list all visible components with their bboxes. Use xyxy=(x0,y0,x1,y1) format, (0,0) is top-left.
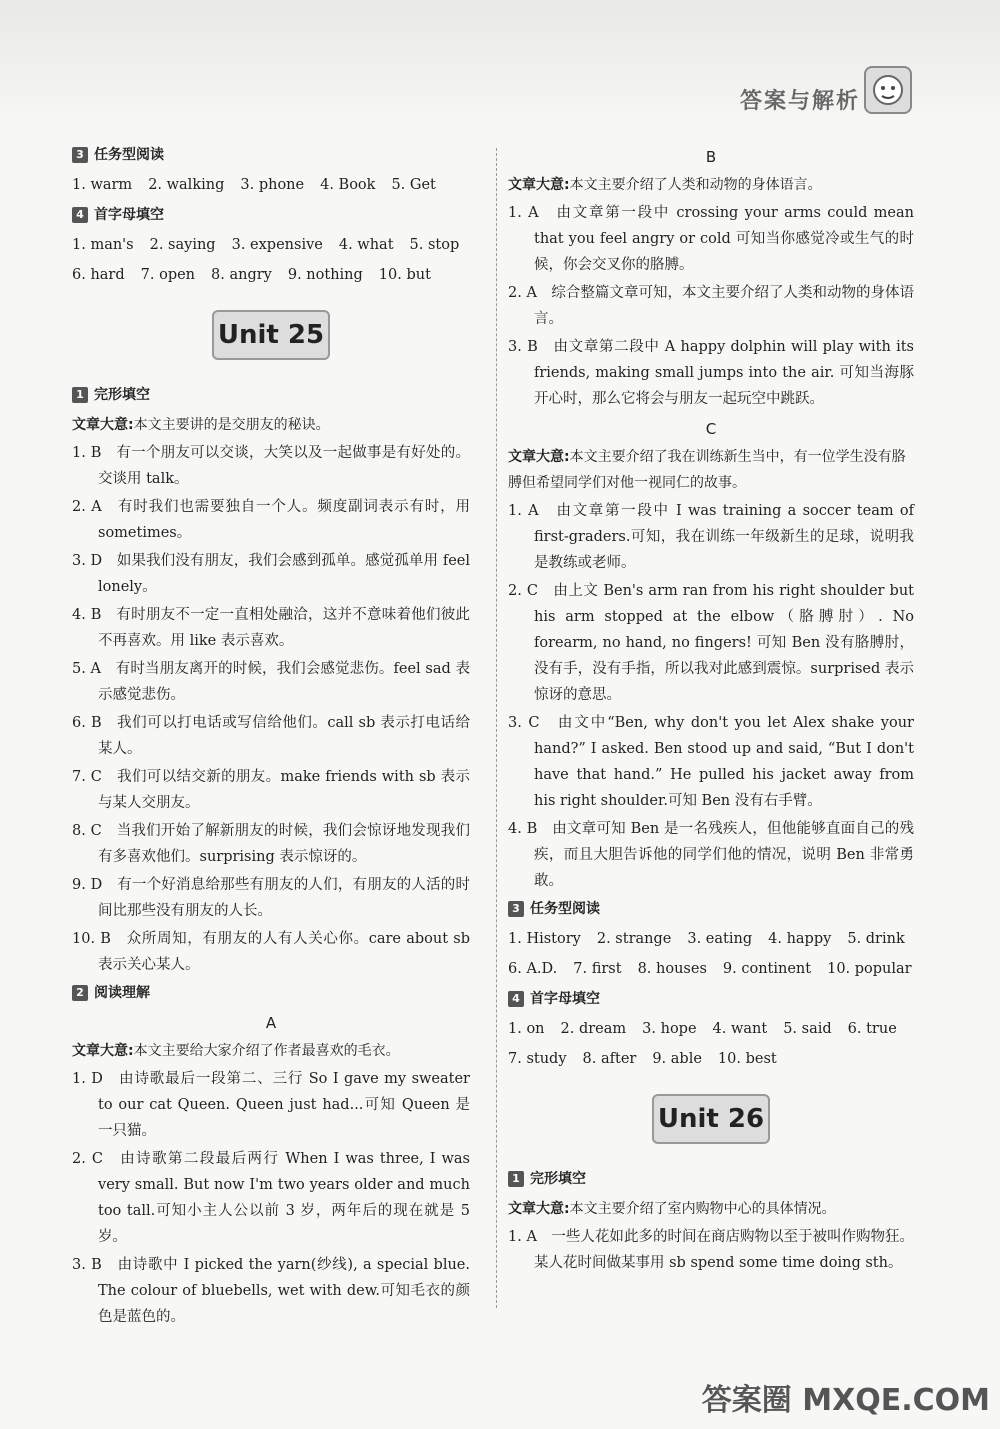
answer-item: 10. B 众所周知，有朋友的人有人关心你。care about sb 表示关心某人。 xyxy=(72,931,470,973)
answer-item: 2. A 综合整篇文章可知，本文主要介绍了人类和动物的身体语言。 xyxy=(508,285,914,327)
answer-item: 2. C 由上文 Ben's arm ran from his right shoulder but his arm stopped at the elbow（胳膊肘）. No forearm, no hand, no fingers! 可知 Ben 没有胳膊肘，没有手，没有手指，所以我对此感到震惊。surprised 表示惊讶的意思。 xyxy=(508,583,914,703)
section-label: 任务型阅读 xyxy=(94,147,164,163)
section-initial-fill xyxy=(508,986,914,1012)
answer: 6. true xyxy=(847,1021,897,1037)
answer-item: 2. A 有时我们也需要独自一个人。频度副词表示有时，用 sometimes。 xyxy=(72,499,470,541)
answer-item: 6. B 我们可以打电话或写信给他们。call sb 表示打电话给某人。 xyxy=(72,715,470,757)
answer: 1. History xyxy=(508,931,581,947)
answer: 4. happy xyxy=(768,931,832,947)
answer: 3. hope xyxy=(642,1021,697,1037)
answer: 5. drink xyxy=(847,931,905,947)
answer-item: 3. B 由诗歌中 I picked the yarn(纱线), a special blue. The colour of bluebells, wet with dew.可知毛衣的颜色是蓝色的。 xyxy=(72,1257,470,1325)
answer: 6. A.D. xyxy=(508,961,558,977)
summary: 文章大意:本文主要介绍了我在训练新生当中，有一位学生没有胳膊但希望同学们对他一视同仁的故事。 xyxy=(508,449,906,491)
answer: 8. houses xyxy=(637,961,707,977)
answer: 7. first xyxy=(573,961,622,977)
answer: 9. able xyxy=(652,1051,702,1067)
answer: 3. eating xyxy=(687,931,753,947)
answer: 2. saying xyxy=(149,237,216,253)
answer-item: 1. A 由文章第一段中 I was training a soccer team of first-graders.可知，我在训练一年级新生的足球，说明我是教练或老师。 xyxy=(508,503,914,571)
section-reading xyxy=(72,980,470,1006)
section-cloze xyxy=(508,1166,914,1192)
answer-item: 1. B 有一个朋友可以交谈，大笑以及一起做事是有好处的。交谈用 talk。 xyxy=(72,445,470,487)
summary: 文章大意:本文主要介绍了人类和动物的身体语言。 xyxy=(508,177,822,193)
section-label: 完形填空 xyxy=(94,387,150,403)
answer-item: 3. D 如果我们没有朋友，我们会感到孤单。感觉孤单用 feel lonely。 xyxy=(72,553,470,595)
section-label: 完形填空 xyxy=(530,1171,586,1187)
answer: 5. Get xyxy=(391,177,436,193)
passage-letter: B xyxy=(705,148,717,166)
answer: 9. continent xyxy=(722,961,812,977)
watermark: 答案圈 MXQE.COM xyxy=(701,1383,990,1418)
answer-item: 2. C 由诗歌第二段最后两行 When I was three, I was very small. But now I'm two years older and much too tall.可知小主人公以前 3 岁，两年后的现在就是 5 岁。 xyxy=(72,1151,470,1245)
answer-item: 1. D 由诗歌最后一段第二、三行 So I gave my sweater to our cat Queen. Queen just had...可知 Queen 是一只猫。 xyxy=(72,1071,470,1139)
section-1-icon: 1 xyxy=(508,1171,524,1187)
section-4-icon: 4 xyxy=(508,991,524,1007)
section-initial-fill xyxy=(72,202,470,228)
unit-26-banner: Unit 26 xyxy=(652,1094,770,1144)
answer-item: 9. D 有一个好消息给那些有朋友的人们，有朋友的人活的时间比那些没有朋友的人长。 xyxy=(72,877,470,919)
answer: 1. on xyxy=(508,1021,545,1037)
answer: 5. said xyxy=(783,1021,832,1037)
section-cloze xyxy=(72,382,470,408)
section-3-icon: 3 xyxy=(508,901,524,917)
answer: 1. man's xyxy=(72,237,134,253)
answer: 10. but xyxy=(378,267,431,283)
summary: 文章大意:本文主要讲的是交朋友的秘诀。 xyxy=(72,417,330,433)
answer-row xyxy=(508,956,914,982)
answer: 7. open xyxy=(140,267,196,283)
section-label: 阅读理解 xyxy=(94,985,150,1001)
section-1-icon: 1 xyxy=(72,387,88,403)
section-4-icon: 4 xyxy=(72,207,88,223)
answer-row xyxy=(508,1016,914,1042)
passage-letter: A xyxy=(265,1014,277,1032)
answer-item: 8. C 当我们开始了解新朋友的时候，我们会惊讶地发现我们有多喜欢他们。surprising 表示惊讶的。 xyxy=(72,823,470,865)
answer: 3. phone xyxy=(240,177,305,193)
answer: 4. what xyxy=(338,237,394,253)
summary: 文章大意:本文主要介绍了室内购物中心的具体情况。 xyxy=(508,1201,836,1217)
answer-item: 7. C 我们可以结交新的朋友。make friends with sb 表示与某人交朋友。 xyxy=(72,769,470,811)
answer-row xyxy=(508,1046,914,1072)
answer: 2. walking xyxy=(148,177,225,193)
answer-item: 3. C 由文中“Ben, why don't you let Alex shake your hand?” I asked. Ben stood up and said, “But I don't have that hand.” He pulled his jacket away from his right shoulder.可知 Ben 没有右手臂。 xyxy=(508,715,914,809)
section-3-icon: 3 xyxy=(72,147,88,163)
answer-item: 4. B 有时朋友不一定一直相处融洽，这并不意味着他们彼此不再喜欢。用 like 表示喜欢。 xyxy=(72,607,470,649)
left-column xyxy=(72,140,470,1332)
answer: 4. Book xyxy=(320,177,376,193)
answer: 1. warm xyxy=(72,177,133,193)
answer-row xyxy=(72,262,470,288)
answer: 3. expensive xyxy=(231,237,323,253)
section-label: 首字母填空 xyxy=(94,207,164,223)
passage-letter: C xyxy=(705,420,717,438)
answer-row xyxy=(72,172,470,198)
section-label: 任务型阅读 xyxy=(530,901,600,917)
answer: 2. strange xyxy=(596,931,672,947)
answer: 10. popular xyxy=(827,961,912,977)
answer: 2. dream xyxy=(560,1021,627,1037)
page-header xyxy=(0,0,1000,130)
answer-item: 1. A 由文章第一段中 crossing your arms could mean that you feel angry or cold 可知当你感觉冷或生气的时候，你会交叉你的胳膊。 xyxy=(508,205,914,273)
answer: 5. stop xyxy=(409,237,460,253)
answer-item: 5. A 有时当朋友离开的时候，我们会感觉悲伤。feel sad 表示感觉悲伤。 xyxy=(72,661,470,703)
answer-row xyxy=(72,232,470,258)
section-2-icon: 2 xyxy=(72,985,88,1001)
answer: 10. best xyxy=(717,1051,777,1067)
answer: 8. angry xyxy=(211,267,272,283)
section-task-reading xyxy=(508,896,914,922)
mascot-icon xyxy=(864,66,912,114)
section-label: 首字母填空 xyxy=(530,991,600,1007)
answer-item: 4. B 由文章可知 Ben 是一名残疾人，但他能够直面自己的残疾，而且大胆告诉他的同学们他的情况，说明 Ben 非常勇敢。 xyxy=(508,821,914,889)
answer: 9. nothing xyxy=(287,267,363,283)
right-column xyxy=(508,140,914,1278)
answer-row xyxy=(508,926,914,952)
column-divider xyxy=(496,148,498,1308)
answer: 7. study xyxy=(508,1051,567,1067)
section-task-reading xyxy=(72,142,470,168)
header-title: 答案与解析 xyxy=(739,89,860,114)
answer: 8. after xyxy=(582,1051,637,1067)
answer-item: 1. A 一些人花如此多的时间在商店购物以至于被叫作购物狂。某人花时间做某事用 sb spend some time doing sth。 xyxy=(508,1229,914,1271)
answer-item: 3. B 由文章第二段中 A happy dolphin will play with its friends, making small jumps into the air. 可知当海豚开心时，那么它将会与朋友一起玩空中跳跃。 xyxy=(508,339,914,407)
unit-25-banner: Unit 25 xyxy=(212,310,330,360)
answer: 4. want xyxy=(712,1021,768,1037)
answer: 6. hard xyxy=(72,267,125,283)
summary: 文章大意:本文主要给大家介绍了作者最喜欢的毛衣。 xyxy=(72,1043,400,1059)
